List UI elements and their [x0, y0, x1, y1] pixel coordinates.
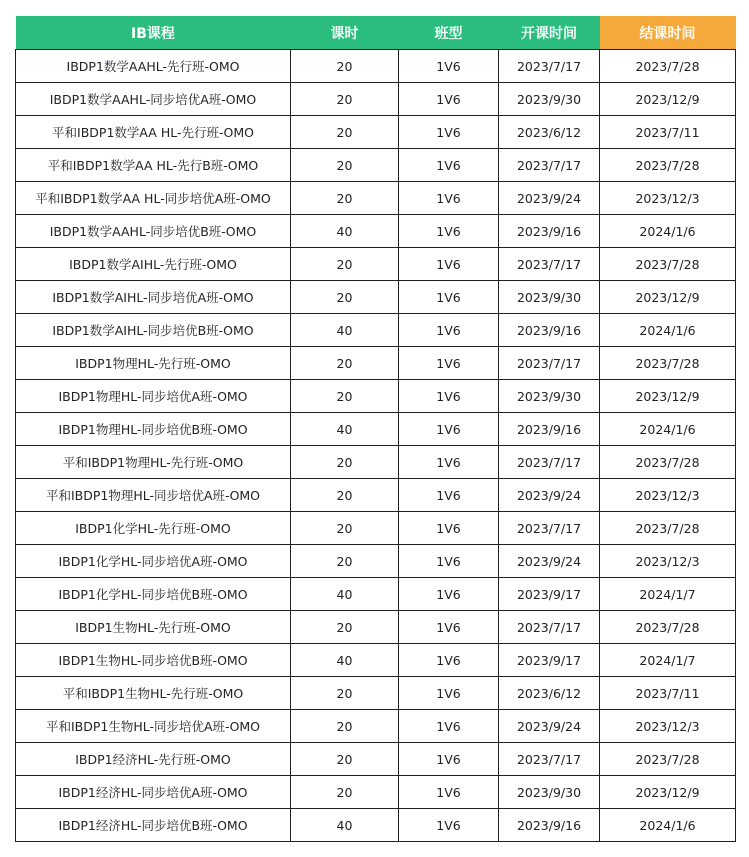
hours-cell: 20: [291, 50, 399, 83]
hours-cell: 20: [291, 479, 399, 512]
course-name-cell: IBDP1物理HL-先行班-OMO: [16, 347, 291, 380]
end-date-cell: 2023/7/28: [600, 347, 736, 380]
table-row: [16, 347, 736, 380]
course-name-cell: IBDP1物理HL-同步培优A班-OMO: [16, 380, 291, 413]
course-name-cell: IBDP1数学AAHL-同步培优B班-OMO: [16, 215, 291, 248]
table-row: [16, 512, 736, 545]
class-type-cell: 1V6: [399, 479, 499, 512]
class-type-cell: 1V6: [399, 809, 499, 842]
hours-cell: 20: [291, 116, 399, 149]
table-row: [16, 50, 736, 83]
start-date-cell: 2023/6/12: [499, 677, 600, 710]
class-type-cell: 1V6: [399, 644, 499, 677]
hours-cell: 20: [291, 83, 399, 116]
start-date-cell: 2023/9/16: [499, 413, 600, 446]
end-date-cell: 2023/7/11: [600, 677, 736, 710]
start-date-cell: 2023/9/24: [499, 710, 600, 743]
table-row: [16, 413, 736, 446]
hours-cell: 20: [291, 710, 399, 743]
end-date-cell: 2024/1/6: [600, 314, 736, 347]
class-type-cell: 1V6: [399, 611, 499, 644]
class-type-cell: 1V6: [399, 149, 499, 182]
start-date-cell: 2023/9/16: [499, 809, 600, 842]
end-date-cell: 2023/7/28: [600, 248, 736, 281]
end-date-cell: 2024/1/6: [600, 215, 736, 248]
table-row: [16, 215, 736, 248]
hours-cell: 20: [291, 248, 399, 281]
hours-cell: 20: [291, 380, 399, 413]
table-row: [16, 380, 736, 413]
table-row: [16, 545, 736, 578]
start-date-cell: 2023/9/17: [499, 578, 600, 611]
table-body: [16, 50, 736, 842]
end-date-cell: 2023/12/9: [600, 776, 736, 809]
class-type-cell: 1V6: [399, 545, 499, 578]
end-date-cell: 2023/12/3: [600, 182, 736, 215]
table-row: [16, 479, 736, 512]
table-row: [16, 611, 736, 644]
table-row: [16, 248, 736, 281]
class-type-cell: 1V6: [399, 710, 499, 743]
course-name-cell: IBDP1数学AAHL-同步培优A班-OMO: [16, 83, 291, 116]
start-date-cell: 2023/9/30: [499, 281, 600, 314]
table-row: [16, 644, 736, 677]
table-row: [16, 743, 736, 776]
start-date-cell: 2023/7/17: [499, 248, 600, 281]
hours-cell: 20: [291, 776, 399, 809]
hours-cell: 40: [291, 578, 399, 611]
course-name-cell: 平和IBDP1生物HL-同步培优A班-OMO: [16, 710, 291, 743]
hours-cell: 20: [291, 611, 399, 644]
end-date-cell: 2024/1/6: [600, 413, 736, 446]
start-date-cell: 2023/7/17: [499, 149, 600, 182]
start-date-cell: 2023/9/16: [499, 215, 600, 248]
table-row: [16, 446, 736, 479]
header-row: [16, 16, 736, 50]
course-name-cell: IBDP1化学HL-同步培优B班-OMO: [16, 578, 291, 611]
end-date-cell: 2024/1/7: [600, 644, 736, 677]
table-header: [16, 16, 736, 50]
table-row: [16, 116, 736, 149]
class-type-cell: 1V6: [399, 50, 499, 83]
course-name-cell: IBDP1数学AIHL-同步培优B班-OMO: [16, 314, 291, 347]
end-date-cell: 2023/7/11: [600, 116, 736, 149]
class-type-cell: 1V6: [399, 347, 499, 380]
table-row: [16, 677, 736, 710]
class-type-cell: 1V6: [399, 512, 499, 545]
end-date-cell: 2023/12/3: [600, 545, 736, 578]
start-date-cell: 2023/7/17: [499, 611, 600, 644]
hours-cell: 40: [291, 644, 399, 677]
table-row: [16, 83, 736, 116]
end-date-cell: 2023/12/3: [600, 479, 736, 512]
hours-cell: 40: [291, 413, 399, 446]
end-date-cell: 2023/7/28: [600, 50, 736, 83]
end-date-cell: 2023/7/28: [600, 149, 736, 182]
class-type-cell: 1V6: [399, 413, 499, 446]
class-type-cell: 1V6: [399, 314, 499, 347]
hours-cell: 20: [291, 347, 399, 380]
course-schedule: [15, 16, 735, 842]
course-name-cell: 平和IBDP1物理HL-先行班-OMO: [16, 446, 291, 479]
course-name-cell: IBDP1数学AAHL-先行班-OMO: [16, 50, 291, 83]
course-name-cell: 平和IBDP1物理HL-同步培优A班-OMO: [16, 479, 291, 512]
hours-cell: 20: [291, 149, 399, 182]
start-date-cell: 2023/7/17: [499, 743, 600, 776]
course-name-cell: 平和IBDP1生物HL-先行班-OMO: [16, 677, 291, 710]
start-date-cell: 2023/9/24: [499, 545, 600, 578]
course-name-cell: IBDP1数学AIHL-先行班-OMO: [16, 248, 291, 281]
hours-cell: 40: [291, 314, 399, 347]
start-date-cell: 2023/9/30: [499, 83, 600, 116]
start-date-cell: 2023/9/17: [499, 644, 600, 677]
course-name-cell: 平和IBDP1数学AA HL-先行班-OMO: [16, 116, 291, 149]
course-name-cell: IBDP1生物HL-先行班-OMO: [16, 611, 291, 644]
header-hours: 课时: [291, 16, 399, 50]
start-date-cell: 2023/7/17: [499, 512, 600, 545]
class-type-cell: 1V6: [399, 248, 499, 281]
course-name-cell: IBDP1数学AIHL-同步培优A班-OMO: [16, 281, 291, 314]
start-date-cell: 2023/9/24: [499, 479, 600, 512]
hours-cell: 20: [291, 281, 399, 314]
start-date-cell: 2023/7/17: [499, 50, 600, 83]
table-row: [16, 149, 736, 182]
course-name-cell: IBDP1化学HL-先行班-OMO: [16, 512, 291, 545]
table-row: [16, 182, 736, 215]
end-date-cell: 2024/1/6: [600, 809, 736, 842]
class-type-cell: 1V6: [399, 743, 499, 776]
table-row: [16, 776, 736, 809]
end-date-cell: 2024/1/7: [600, 578, 736, 611]
end-date-cell: 2023/12/9: [600, 83, 736, 116]
start-date-cell: 2023/6/12: [499, 116, 600, 149]
start-date-cell: 2023/9/30: [499, 380, 600, 413]
table-row: [16, 809, 736, 842]
end-date-cell: 2023/7/28: [600, 446, 736, 479]
end-date-cell: 2023/7/28: [600, 743, 736, 776]
hours-cell: 20: [291, 182, 399, 215]
start-date-cell: 2023/9/24: [499, 182, 600, 215]
start-date-cell: 2023/9/30: [499, 776, 600, 809]
course-name-cell: IBDP1经济HL-同步培优A班-OMO: [16, 776, 291, 809]
course-name-cell: 平和IBDP1数学AA HL-同步培优A班-OMO: [16, 182, 291, 215]
course-name-cell: IBDP1经济HL-同步培优B班-OMO: [16, 809, 291, 842]
hours-cell: 20: [291, 446, 399, 479]
table-row: [16, 314, 736, 347]
class-type-cell: 1V6: [399, 578, 499, 611]
header-start-date: 开课时间: [499, 16, 600, 50]
start-date-cell: 2023/7/17: [499, 446, 600, 479]
class-type-cell: 1V6: [399, 182, 499, 215]
class-type-cell: 1V6: [399, 380, 499, 413]
end-date-cell: 2023/7/28: [600, 512, 736, 545]
hours-cell: 20: [291, 743, 399, 776]
end-date-cell: 2023/12/9: [600, 380, 736, 413]
course-name-cell: IBDP1物理HL-同步培优B班-OMO: [16, 413, 291, 446]
header-course: IB课程: [16, 16, 291, 50]
class-type-cell: 1V6: [399, 281, 499, 314]
class-type-cell: 1V6: [399, 215, 499, 248]
table-row: [16, 281, 736, 314]
hours-cell: 20: [291, 677, 399, 710]
start-date-cell: 2023/9/16: [499, 314, 600, 347]
hours-cell: 20: [291, 512, 399, 545]
class-type-cell: 1V6: [399, 446, 499, 479]
course-name-cell: IBDP1化学HL-同步培优A班-OMO: [16, 545, 291, 578]
start-date-cell: 2023/7/17: [499, 347, 600, 380]
hours-cell: 40: [291, 215, 399, 248]
table-row: [16, 578, 736, 611]
end-date-cell: 2023/12/9: [600, 281, 736, 314]
course-name-cell: IBDP1经济HL-先行班-OMO: [16, 743, 291, 776]
class-type-cell: 1V6: [399, 116, 499, 149]
end-date-cell: 2023/7/28: [600, 611, 736, 644]
header-class-type: 班型: [399, 16, 499, 50]
course-name-cell: IBDP1生物HL-同步培优B班-OMO: [16, 644, 291, 677]
hours-cell: 40: [291, 809, 399, 842]
course-name-cell: 平和IBDP1数学AA HL-先行B班-OMO: [16, 149, 291, 182]
class-type-cell: 1V6: [399, 677, 499, 710]
table-row: [16, 710, 736, 743]
class-type-cell: 1V6: [399, 776, 499, 809]
hours-cell: 20: [291, 545, 399, 578]
course-table: [15, 16, 736, 842]
class-type-cell: 1V6: [399, 83, 499, 116]
header-end-date: 结课时间: [600, 16, 736, 50]
end-date-cell: 2023/12/3: [600, 710, 736, 743]
